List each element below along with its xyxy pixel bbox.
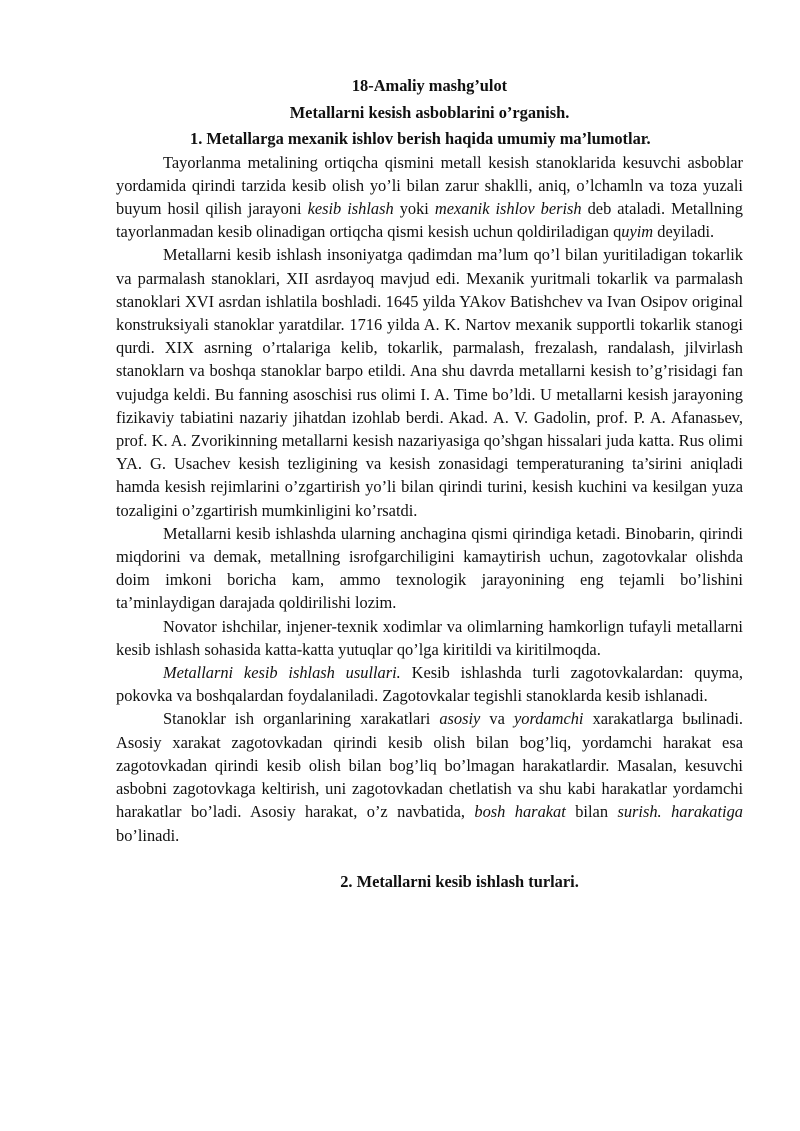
paragraph-4: Novator ishchilar, injener-texnik xodimlar va olimlarning hamkorlign tufayli metallarni kesib ishlash sohasida katta-katta yutuqlar qo’lga kiritildi va kiritilmoqda. bbox=[116, 616, 743, 659]
paragraph-5: Metallarni kesib ishlash usullari. Kesib ishlashda turli zagotovkalardan: quyma, pokovka va boshqalardan foydalaniladi. Zagotovkalar tegishli stanoklarda kesib ishlanadi. bbox=[116, 663, 743, 706]
paragraph-6: Stanoklar ish organlarining xarakatlari asosiy va yordamchi xarakatlarga bыlinadi. Asosiy xarakat zagotovkadan qirindi kesib olish bilan bog’liq, yordamchi harakat esa zagotovkadan qirindi kesib olish bilan bog’liq bo’lmagan harakatlardir. Masalan, kesuvchi asbobni zagotovkaga keltirish, uni zagotovkadan chetlatish va shu kabi harakatlar yordamchi harakatlar bo’ladi. Asosiy harakat, o’z navbatida, bosh harakat bilan surish. harakatiga bo’linadi. bbox=[116, 709, 744, 845]
paragraph-1: Tayorlanma metalining ortiqcha qismini metall kesish stanoklarida kesuvchi asboblar yordamida qirindi tarzida kesib olish yo’li bilan zarur shaklli, aniq, o’lchamln va toza yuzali buyum hosil qilish jarayoni kesib ishlash yoki mexanik ishlov berish deb ataladi. Metallning tayorlanmadan kesib olinadigan ortiqcha qismi kesish uchun qoldiriladigan quyim deyiladi. bbox=[116, 152, 743, 242]
section-2-heading: 2. Metallarni kesib ishlash turlari. bbox=[340, 871, 579, 891]
paragraph-2: Metallarni kesib ishlash insoniyatga qadimdan ma’lum qo’l bilan yuritiladigan tokarlik va parmalash stanoklari, XII asrdayoq mavjud edi. Mexanik yuritmali tokarlik va parmalash stanoklari XVI asrdan ishlatila boshladi. 1645 yilda YAkov Batishchev va Ivan Osipov original konstruksiyali stanoklar yaratdilar. 1716 yilda A. K. Nartov mexanik supportli tokarlik stanogi qurdi. XIX asrning o’rtalariga kelib, tokarlik, parmalash, frezalash, randalash, jilvirlash stanoklarn va boshqa stanoklar barpo etildi. Ana shu davrda metallarni kesish to’g’risidagi fan vujudga keldi. Bu fanning asoschisi rus olimi I. A. Time bo’ldi. U metallarni kesish jarayoning fizikaviy tabiatini nazariy jihatdan izohlab berdi. Akad. A. V. Gadolin, prof. P. A. Afanasьev, prof. K. A. Zvorikinning metallarni kesish nazariyasiga qo’shgan hissalari juda katta. Rus olimi YA. G. Usachev kesish tezligining va kesish zonasidagi temperaturaning ta’sirini aniqladi hamda kesish rejimlarini o’zgartirish yo’li bilan qirindi turini, kesish kuchini va kesilgan yuza tozaligini o’zgartirish mumkinligini ko’rsatdi. bbox=[116, 245, 743, 520]
topic-title: Metallarni kesish asboblarini o’rganish. bbox=[289, 103, 570, 123]
document-page bbox=[116, 74, 743, 909]
paragraph-3: Metallarni kesib ishlashda ularning anchagina qismi qirindiga ketadi. Binobarin, qirindi miqdorini va demak, metallning isrofgarchiligini kamaytirish uchun, zagotovkalar olishda doim imkoni boricha kam, ammo texnologik jarayonining eng tejamli bo’lishini ta’minlaydigan darajada qoldirilishi lozim. bbox=[116, 523, 743, 613]
lesson-title: 18-Amaliy mashg’ulot bbox=[351, 76, 508, 95]
section-1-heading: 1. Metallarga mexanik ishlov berish haqida umumiy ma’lumotlar. bbox=[190, 129, 651, 149]
